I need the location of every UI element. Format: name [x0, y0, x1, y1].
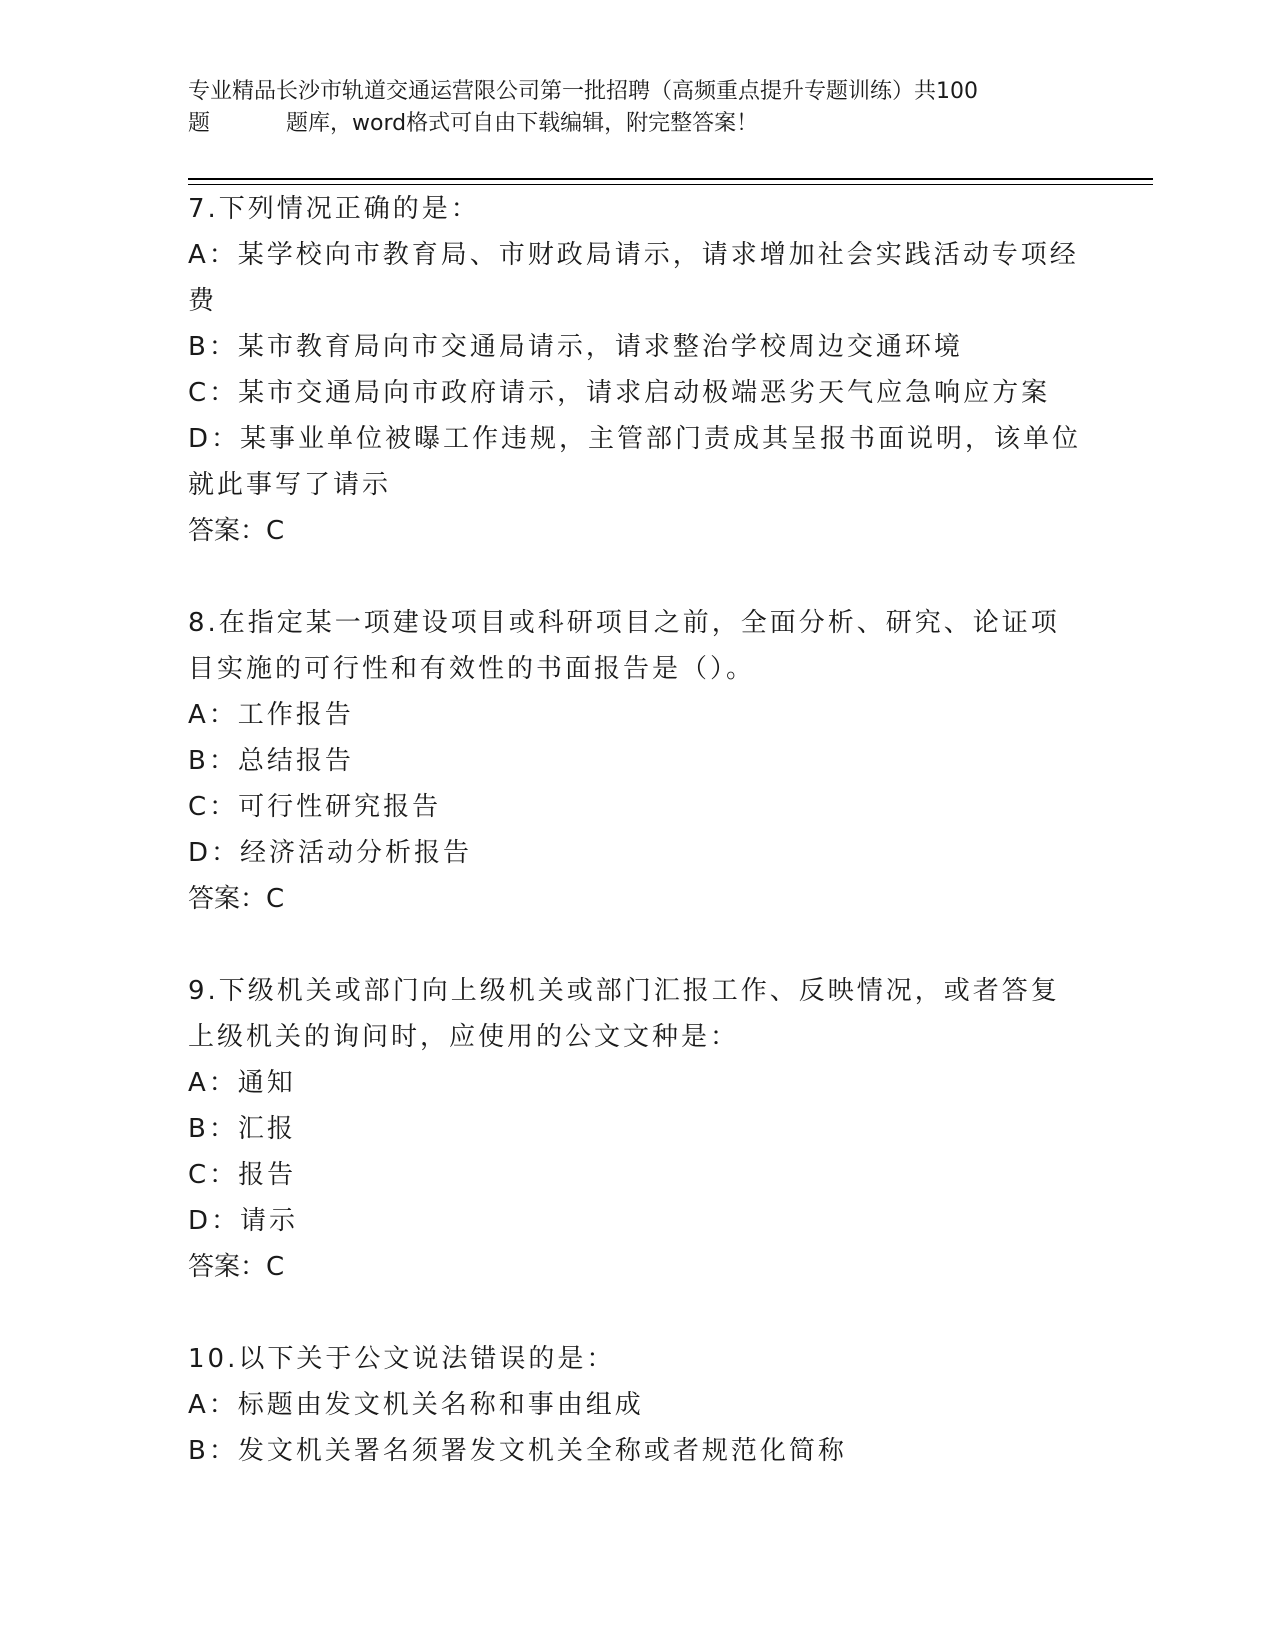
question-stem-continued: 目实施的可行性和有效性的书面报告是（）。	[188, 654, 756, 684]
option-b: B：汇报	[188, 1114, 296, 1144]
question-stem-continued: 上级机关的询问时，应使用的公文文种是：	[188, 1022, 740, 1052]
answer-line: 答案：C	[188, 516, 285, 546]
option-d: D：请示	[188, 1206, 299, 1236]
question-list	[188, 186, 1088, 1474]
option-b: B：总结报告	[188, 746, 354, 776]
question-stem: 9.下级机关或部门向上级机关或部门汇报工作、反映情况，或者答复	[188, 976, 1060, 1006]
option-d: D：经济活动分析报告	[188, 838, 473, 868]
answer-line: 答案：C	[188, 1252, 285, 1282]
header-title-line-1: 专业精品长沙市轨道交通运营限公司第一批招聘（高频重点提升专题训练）共100	[188, 79, 978, 104]
option-d-continued: 就此事写了请示	[188, 470, 392, 500]
header-rule-thick	[188, 178, 1153, 180]
question-item	[188, 968, 1088, 1290]
question-stem: 7.下列情况正确的是：	[188, 194, 480, 224]
option-a: A：通知	[188, 1068, 296, 1098]
question-item	[188, 600, 1088, 922]
header-subtitle: 题库，word格式可自由下载编辑，附完整答案！	[286, 111, 759, 136]
option-b: B：某市教育局向市交通局请示，请求整治学校周边交通环境	[188, 332, 963, 362]
option-a: A：工作报告	[188, 700, 354, 730]
option-d: D：某事业单位被曝工作违规，主管部门责成其呈报书面说明，该单位	[188, 424, 1082, 454]
document-header	[188, 76, 1088, 140]
question-stem: 10.以下关于公文说法错误的是：	[188, 1344, 616, 1374]
header-title-line-2	[188, 108, 1088, 140]
question-stem: 8.在指定某一项建设项目或科研项目之前，全面分析、研究、论证项	[188, 608, 1060, 638]
option-b: B：发文机关署名须署发文机关全称或者规范化简称	[188, 1436, 847, 1466]
header-title-fragment: 题	[188, 111, 211, 136]
option-c: C：某市交通局向市政府请示，请求启动极端恶劣天气应急响应方案	[188, 378, 1051, 408]
question-item	[188, 1336, 1088, 1474]
header-rule-thin	[188, 184, 1153, 185]
option-c: C：可行性研究报告	[188, 792, 442, 822]
question-item	[188, 186, 1088, 554]
answer-line: 答案：C	[188, 884, 285, 914]
option-c: C：报告	[188, 1160, 297, 1190]
option-a: A：标题由发文机关名称和事由组成	[188, 1390, 644, 1420]
option-a-continued: 费	[188, 286, 218, 316]
option-a: A：某学校向市教育局、市财政局请示，请求增加社会实践活动专项经	[188, 240, 1079, 270]
